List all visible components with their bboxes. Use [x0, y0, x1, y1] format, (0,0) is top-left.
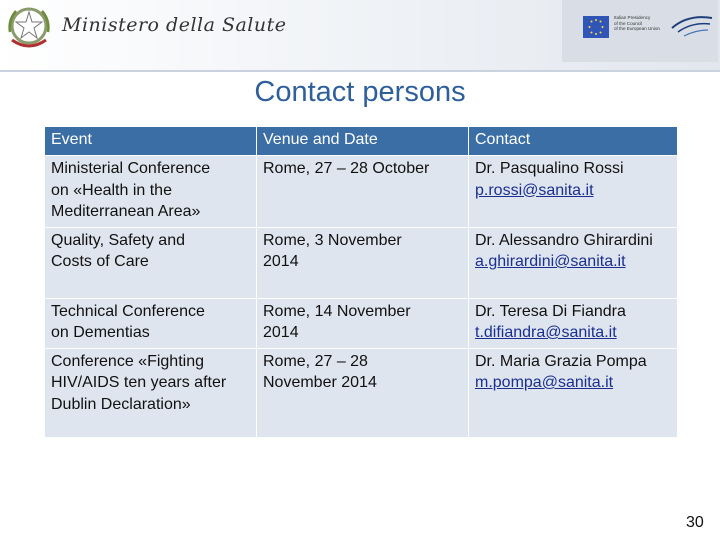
table-row: [45, 156, 678, 228]
event-text-line: HIV/AIDS ten years after: [51, 374, 227, 391]
contact-email-link[interactable]: a.ghirardini@sanita.it: [475, 253, 626, 270]
presidency-text-line: Italian Presidency: [614, 15, 651, 20]
event-cell: [45, 227, 257, 298]
table-row: [45, 298, 678, 348]
contact-email-link[interactable]: t.difiandra@sanita.it: [475, 324, 617, 341]
table-header-row: [45, 127, 678, 156]
page-number: 30: [686, 514, 704, 531]
event-text-line: on «Health in the: [51, 181, 172, 199]
presidency-text: [614, 15, 666, 32]
contact-cell: [469, 156, 678, 228]
column-header-venue: Venue and Date: [257, 127, 469, 156]
presidency-text-line: of the European Union: [614, 26, 660, 32]
venue-text-line: 2014: [263, 253, 299, 270]
venue-text-line: Rome, 3 November: [263, 231, 402, 249]
venue-cell: [257, 227, 469, 298]
header-divider: [0, 70, 720, 72]
venue-text-line: Rome, 27 – 28 October: [263, 160, 430, 177]
event-text-line: Mediterranean Area»: [51, 203, 201, 220]
event-text-line: Quality, Safety and: [51, 231, 185, 249]
event-text-line: Costs of Care: [51, 253, 149, 270]
ministry-name: Ministero della Salute: [62, 14, 287, 36]
contact-name: Dr. Alessandro Ghirardini: [475, 231, 653, 249]
venue-cell: [257, 348, 469, 437]
column-header-event: Event: [45, 127, 257, 156]
contact-cell: [469, 298, 678, 348]
event-cell: [45, 156, 257, 228]
venue-cell: [257, 156, 469, 228]
column-header-contact: Contact: [469, 127, 678, 156]
table-row: [45, 348, 678, 437]
contacts-table: [44, 126, 678, 438]
venue-text-line: November 2014: [263, 374, 377, 391]
contact-cell: [469, 227, 678, 298]
presidency-text-line: of the Council: [614, 20, 643, 26]
contact-name: Dr. Teresa Di Fiandra: [475, 302, 626, 320]
event-text-line: Conference «Fighting: [51, 352, 204, 370]
italian-republic-emblem-icon: [2, 2, 56, 52]
page-title: Contact persons: [254, 76, 466, 108]
event-text-line: Ministerial Conference: [51, 160, 211, 177]
event-text-line: on Dementias: [51, 324, 150, 341]
venue-cell: [257, 298, 469, 348]
table-row: [45, 227, 678, 298]
contact-cell: [469, 348, 678, 437]
event-cell: [45, 348, 257, 437]
event-text-line: Dublin Declaration»: [51, 395, 191, 413]
contact-name: Dr. Maria Grazia Pompa: [475, 352, 647, 370]
contact-name: Dr. Pasqualino Rossi: [475, 160, 624, 177]
event-text-line: Technical Conference: [51, 302, 205, 320]
venue-text-line: Rome, 14 November: [263, 302, 411, 320]
contact-email-link[interactable]: m.pompa@sanita.it: [475, 374, 614, 391]
venue-text-line: 2014: [263, 324, 299, 341]
presidency-logo-icon: [668, 8, 716, 46]
contact-email-link[interactable]: p.rossi@sanita.it: [475, 181, 594, 199]
event-cell: [45, 298, 257, 348]
eu-flag-icon: [583, 16, 609, 38]
venue-text-line: Rome, 27 – 28: [263, 352, 368, 370]
